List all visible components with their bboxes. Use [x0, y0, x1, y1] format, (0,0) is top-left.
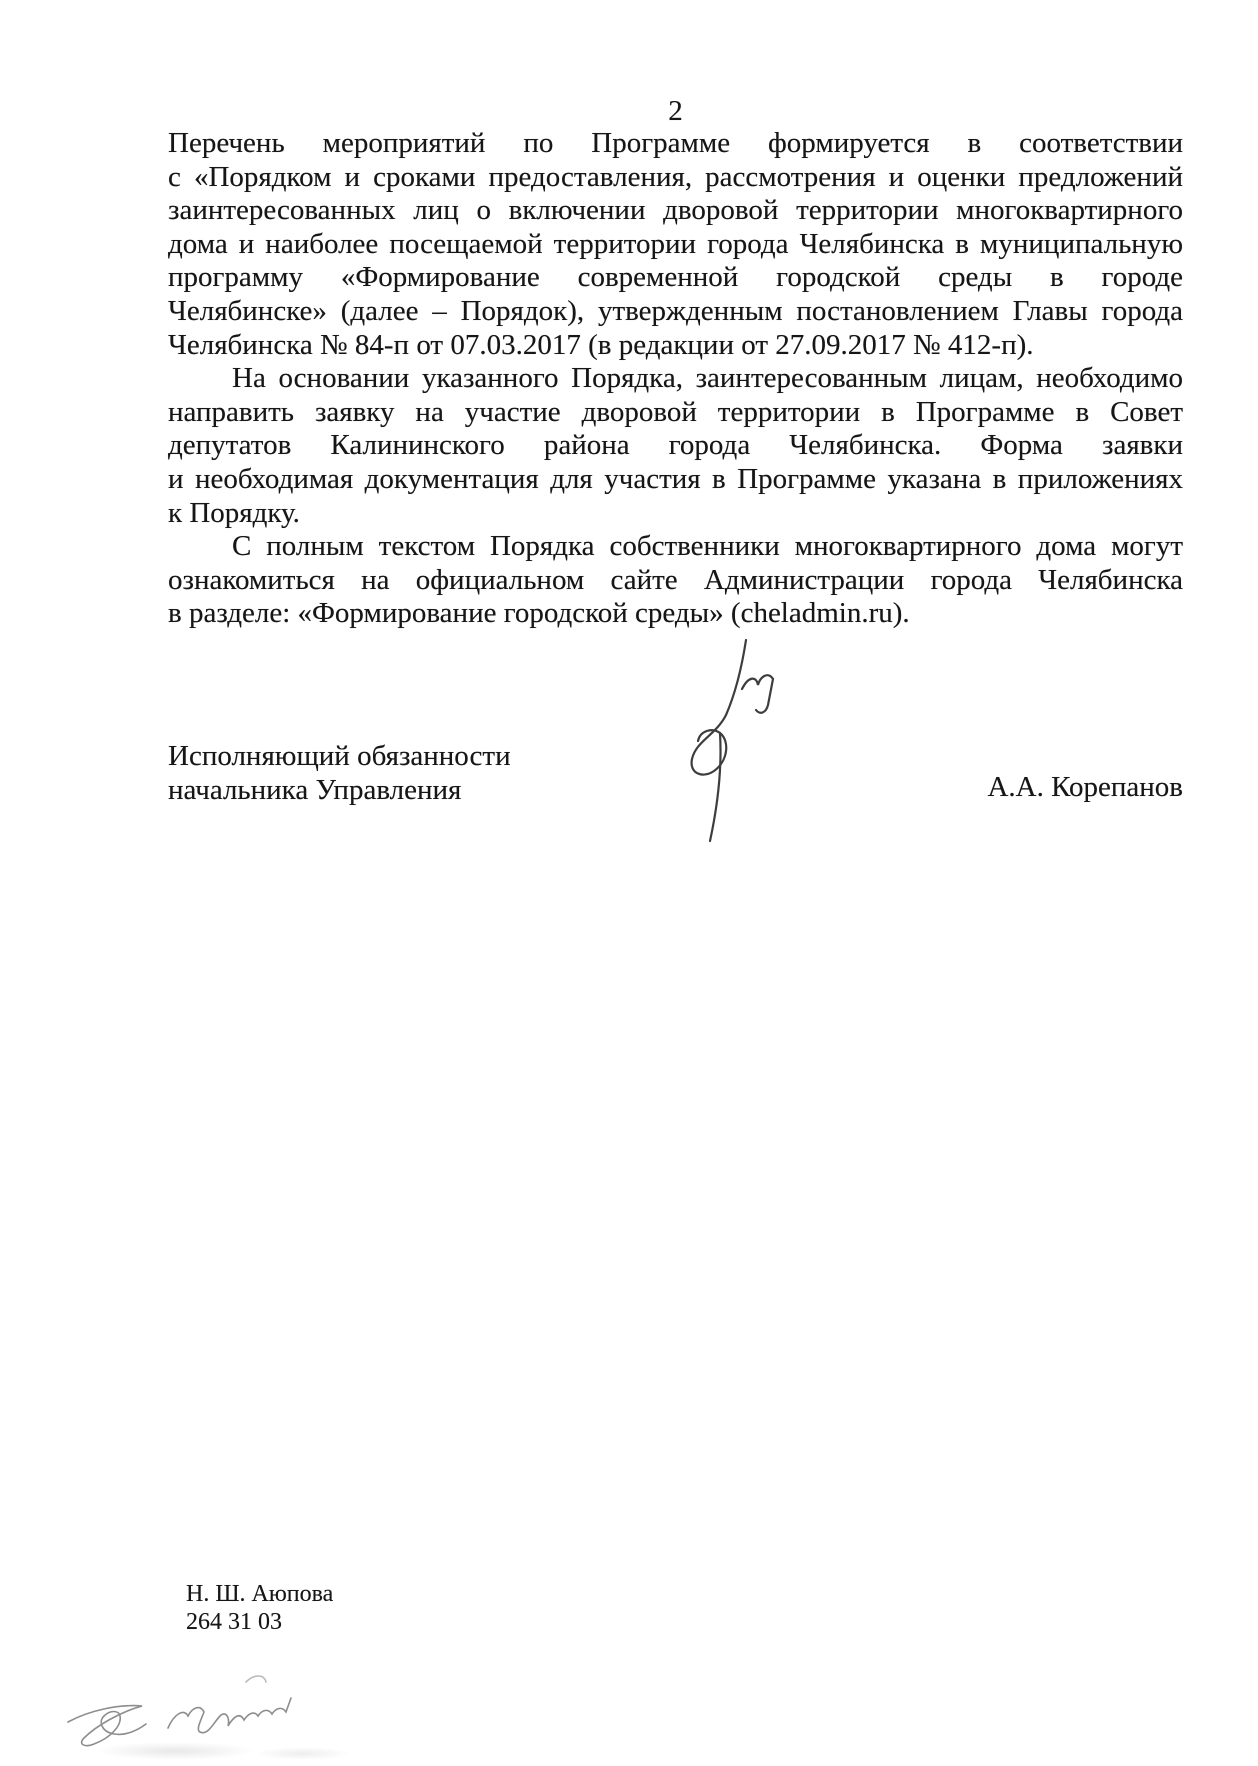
paragraph-3 — [168, 530, 1183, 631]
text-line: к Порядку. — [168, 496, 300, 529]
document-body — [168, 127, 1183, 631]
signatory-position-line1: Исполняющий обязанности — [168, 740, 511, 772]
text-line: Челябинске» (далее – Порядок), утвержденным постановлением Главы города — [168, 294, 1183, 327]
executor-phone: 264 31 03 — [186, 1609, 282, 1635]
text-line: с «Порядком и сроками предоставления, рассмотрения и оценки предложений — [168, 160, 1183, 193]
text-line: заинтересованных лиц о включении дворовой территории многоквартирного — [168, 194, 1183, 227]
text-line: дома и наиболее посещаемой территории города Челябинска в муниципальную — [168, 227, 1183, 260]
text-line: С полным текстом Порядка собственники многоквартирного дома могут — [232, 530, 1183, 563]
executor-name: Н. Ш. Аюпова — [186, 1581, 334, 1607]
signatory-name: А.А. Корепанов — [987, 771, 1183, 803]
text-line: депутатов Калининского района города Челябинска. Форма заявки — [168, 429, 1183, 462]
text-line: Челябинска № 84-п от 07.03.2017 (в редакции от 27.09.2017 № 412-п). — [168, 328, 1034, 361]
paragraph-1 — [168, 127, 1183, 362]
text-line: и необходимая документация для участия в Программе указана в приложениях — [168, 462, 1183, 495]
text-line: в разделе: «Формирование городской среды» (cheladmin.ru). — [168, 597, 910, 630]
text-line: На основании указанного Порядка, заинтересованным лицам, необходимо — [232, 362, 1183, 395]
text-line: ознакомиться на официальном сайте Администрации города Челябинска — [168, 563, 1183, 596]
signature-block — [168, 740, 1183, 807]
page-number: 2 — [668, 95, 683, 127]
paragraph-2 — [168, 362, 1183, 530]
executor-block — [186, 1580, 333, 1636]
text-line: Перечень мероприятий по Программе формируется в соответствии — [168, 127, 1183, 159]
handwritten-note — [50, 1670, 330, 1760]
signatory-position-line2: начальника Управления — [168, 773, 462, 806]
text-line: направить заявку на участие дворовой территории в Программе в Совет — [168, 395, 1183, 428]
text-line: программу «Формирование современной городской среды в городе — [168, 261, 1183, 294]
